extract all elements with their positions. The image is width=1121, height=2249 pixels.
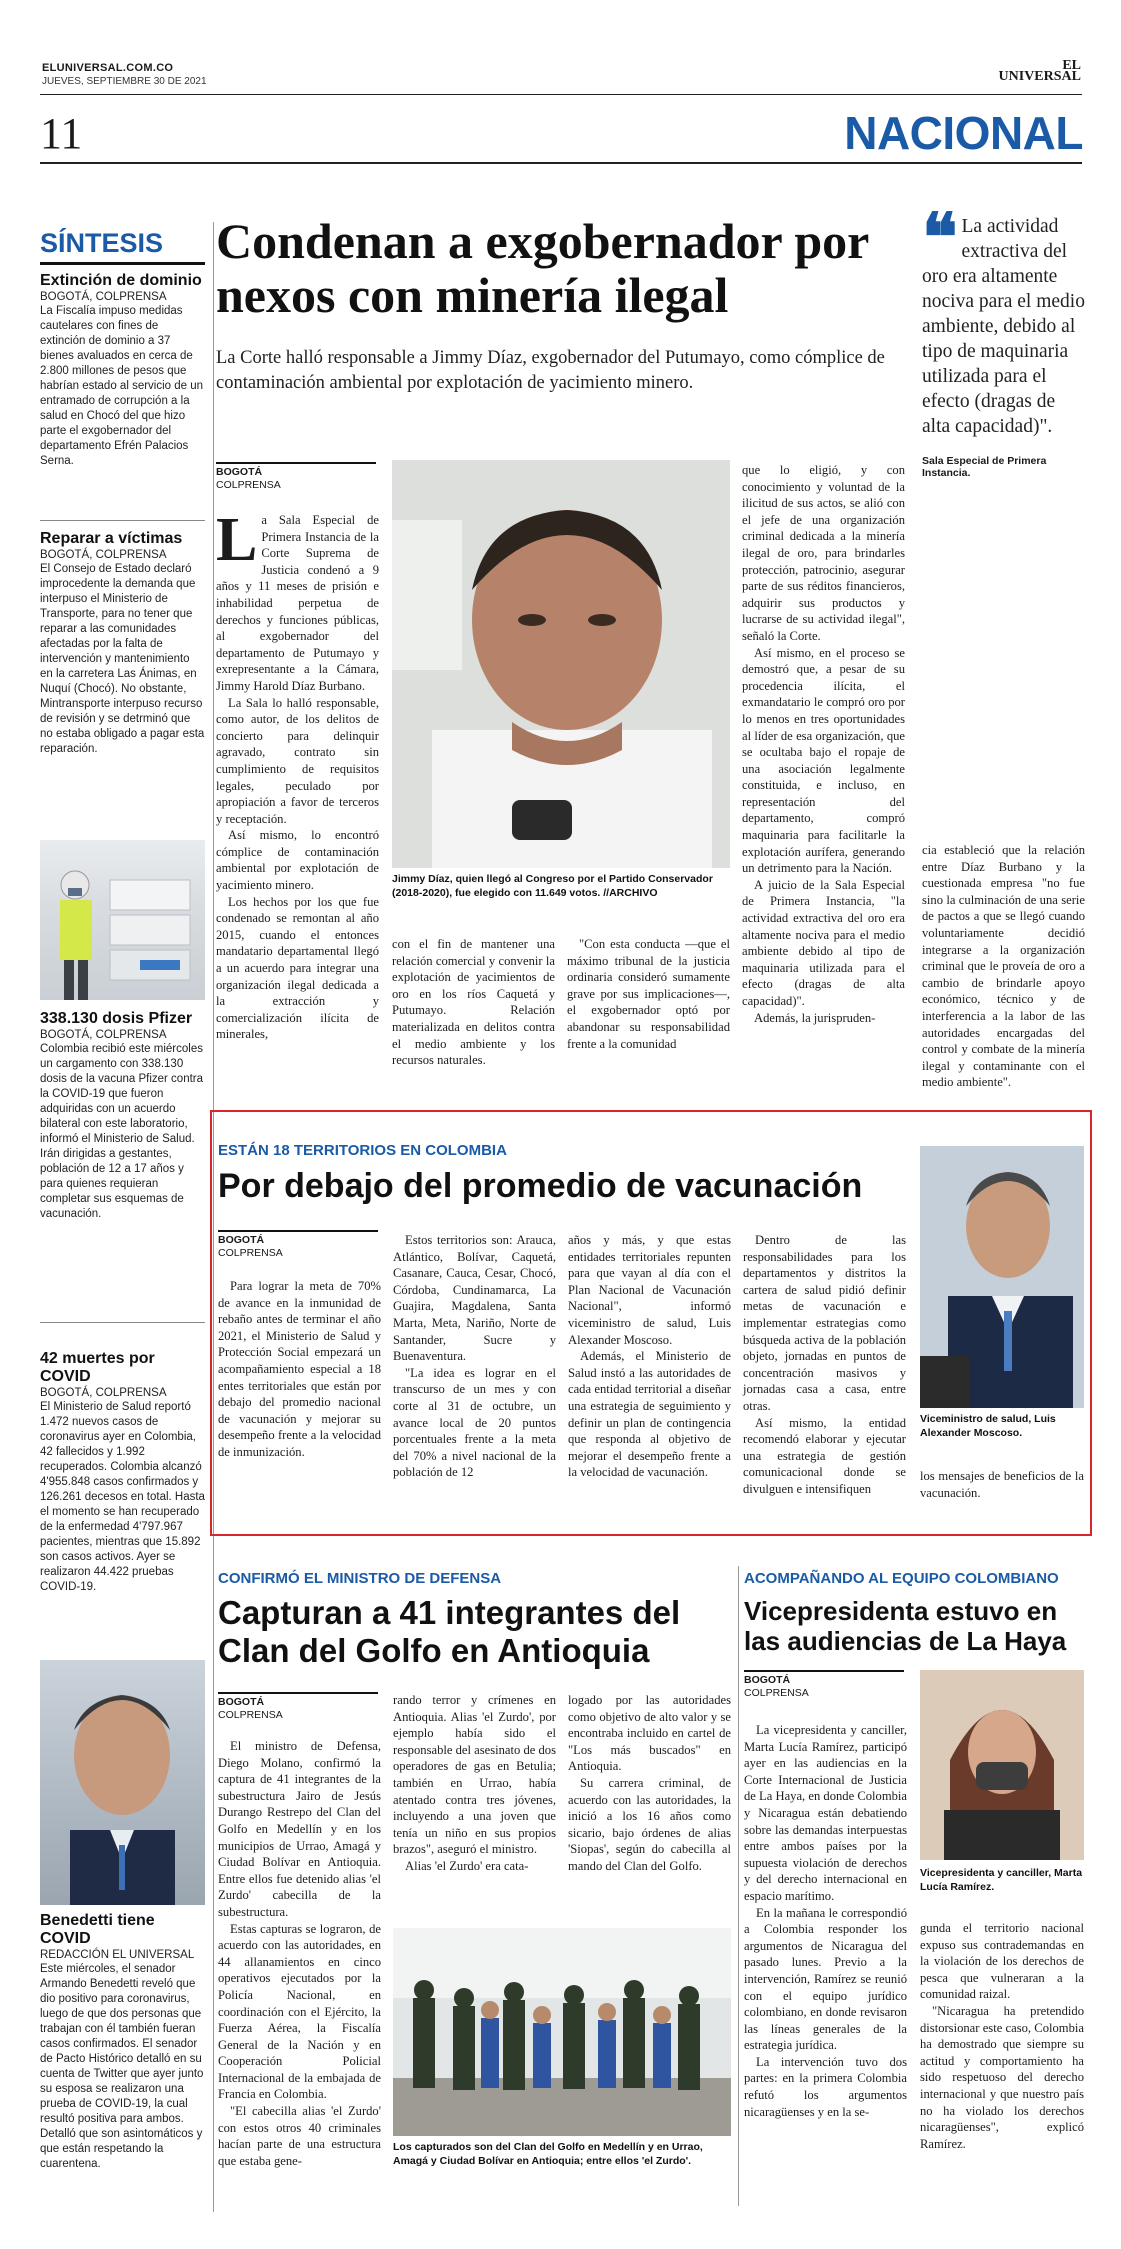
sidebar-title-rule <box>40 262 205 265</box>
issue-date: JUEVES, SEPTIEMBRE 30 DE 2021 <box>42 76 207 87</box>
story3-byline <box>218 1692 378 1722</box>
story2-byline <box>218 1230 378 1260</box>
story1-col4-p3: A juicio de la Sala Especial de Primera Instancia, "la actividad extractiva del oro era altamente nociva para el medio ambiente debido al tipo de maquinaria utilizada para el efecto (dragas de alta capacidad)". <box>742 877 905 1008</box>
pull-quote-text: La actividad extractiva del oro era altamente nociva para el medio ambiente, debido al tipo de maquinaria utilizada para el efecto (dragas de alta capacidad)". <box>922 216 1085 437</box>
story2-col4-p1: Dentro de las responsabilidades para los departamentos y distritos la cartera de salud pidió definir metas de vacunación e implementar estrategias como búsqueda activa de la población objeto, jornadas en puntos de concentración masivos y jornadas casa a casa, entre otras. <box>743 1233 906 1413</box>
story2-photo-caption: Viceministro de salud, Luis Alexander Moscoso. <box>920 1413 1056 1439</box>
story1-deck: La Corte halló responsable a Jimmy Díaz, exgobernador del Putumayo, como cómplice de contaminación ambiental por explotación de yacimiento minero. <box>216 348 885 393</box>
story3-col3-p1: logado por las autoridades como objetivo de alto valor y se encontraba incluido en cartel de "Los más buscados" en Antioquia. <box>568 1693 731 1774</box>
sidebar <box>40 228 205 259</box>
sidebar-item-headline: Extinción de dominio <box>40 272 202 289</box>
byline-agency: COLPRENSA <box>218 1247 283 1259</box>
sidebar-item <box>40 1010 205 1222</box>
story3-col2 <box>393 1692 556 1875</box>
story3-col1-p2: Estas capturas se lograron, de acuerdo con las autoridades, en 44 allanamientos en cinco operativos ejecutados por la Policía Nacional, en coordinación con el Ejército, la Fuerza Aérea, la Fiscalía General de la Nación y en Cooperación Policial Internacional de la embajada de Francia en Colombia. <box>218 1921 381 2102</box>
sidebar-item-byline: REDACCIÓN EL UNIVERSAL <box>40 1949 195 1961</box>
story1-col1 <box>216 506 379 1043</box>
story3-headline: Capturan a 41 integrantes del Clan del Golfo en Antioquia <box>218 1594 681 1669</box>
story1-col1-p3: Así mismo, lo encontró cómplice de contaminación ambiental por explotación de yacimiento minero. <box>216 828 379 893</box>
story3-col2-p1: rando terror y crímenes en Antioquia. Alias 'el Zurdo', por ejemplo había sido el responsable del asesinato de dos operadores de gas en Betulia; también en Urrao, había atentado contra tres jóvenes, incluyendo a una joven que tenía un niño en sus propios brazos", aseguró el ministro. <box>393 1693 556 1857</box>
story3-col3 <box>568 1692 731 1875</box>
dropcap: L <box>216 506 258 574</box>
story2-col4 <box>743 1232 906 1498</box>
sidebar-item-byline: BOGOTÁ, COLPRENSA <box>40 291 167 303</box>
sidebar-item-byline: BOGOTÁ, COLPRENSA <box>40 549 167 561</box>
sidebar-item-text: El Ministerio de Salud reportó 1.472 nuevos casos de coronavirus ayer en Colombia, 42 fallecidos y 1.992 recuperados. Colombia alcanzó 4'955.848 casos confirmados y 126.261 decesos en total. Hasta el momento se han recuperado de la enfermedad 4'797.967 pacientes, mientras que 15.892 son casos activos. Ayer se realizaron 44.422 pruebas COVID-19. <box>40 1401 205 1593</box>
captured-group-illustration <box>393 1928 731 2136</box>
ramirez-portrait <box>920 1670 1084 1860</box>
sidebar-item <box>40 530 205 757</box>
site-url: ELUNIVERSAL.COM.CO <box>42 62 174 74</box>
story1-col1-p4: Los hechos por los que fue condenado se remontan al año 2015, cuando el entonces mandatario departamental llegó a un acuerdo para integrar una organización ilegal dedicada a la extracción y comercialización ilícita de minerales, <box>216 894 379 1042</box>
vaccine-shipment-illustration <box>40 840 205 1000</box>
story2-col5-p1: los mensajes de beneficios de la vacunación. <box>920 1469 1084 1500</box>
story2-col5 <box>920 1468 1084 1501</box>
pull-quote-source: Sala Especial de Primera Instancia. <box>922 455 1047 479</box>
story1-col1-p1: a Sala Especial de Primera Instancia de la Corte Suprema de Justicia condenó a 9 años y 11 meses de prisión e inhabilidad perpetua de derechos y funciones públicas, al exgobernador del departamento de Putumayo y exrepresentante a la Cámara, Jimmy Harold Díaz Burbano. <box>216 513 379 693</box>
benedetti-portrait <box>40 1660 205 1905</box>
story3-col1-p3: "El cabecilla alias 'el Zurdo' con estos otros 40 criminales hacían parte de una estructura que estaba gene- <box>218 2104 381 2168</box>
story3-col1 <box>218 1738 381 2169</box>
section-title: NACIONAL <box>844 107 1083 159</box>
story3-photo-caption: Los capturados son del Clan del Golfo en Medellín y en Urrao, Amagá y Ciudad Bolívar en Antioquia; entre ellos 'el Zurdo'. <box>393 2141 703 2167</box>
quote-mark-icon: ❝ <box>922 202 958 275</box>
story1-col1-p2: La Sala lo halló responsable, como autor, de los delitos de concierto para delinquir agravado, contrato sin cumplimiento de requisitos legales, peculado por apropiación a favor de terceros y receptación. <box>216 695 379 826</box>
section-rule <box>40 162 1082 164</box>
divider <box>40 1322 205 1323</box>
story1-photo-caption: Jimmy Díaz, quien llegó al Congreso por el Partido Conservador (2018-2020), fue elegido con 11.649 votos. //ARCHIVO <box>392 873 713 899</box>
story2-col3-p2: Además, el Ministerio de Salud instó a las autoridades de cada entidad territorial a diseñar una estrategia de seguimiento y definir un plan de contingencia que responda al objetivo de mejorar el desempeño frente a la velocidad de vacunación. <box>568 1349 731 1480</box>
moscoso-photo <box>920 1146 1084 1408</box>
story1-col4 <box>742 462 905 1026</box>
story2-kicker: ESTÁN 18 TERRITORIOS EN COLOMBIA <box>218 1142 507 1159</box>
story1-col3 <box>567 936 730 1052</box>
sidebar-item-headline: 42 muertes por COVID <box>40 1350 155 1385</box>
story1-col2 <box>392 936 555 1069</box>
byline-city: BOGOTÁ <box>218 1234 265 1246</box>
story1-col4-p4: Además, la jurispruden- <box>754 1010 876 1025</box>
sidebar-item-text: Este miércoles, el senador Armando Benedetti reveló que dio positivo para coronavirus, luego de que dos personas que trabajan con él también fueran casos confirmados. El senador de Pacto Histórico detalló en su cuenta de Twitter que ayer junto su esposa se realizaron una prueba de COVID-19, la cual resultó positiva para ambos. Detalló que son asintomáticos y que están respetando la cuarentena. <box>40 1963 204 2170</box>
logo-top: EL <box>1062 58 1081 73</box>
divider <box>40 520 205 521</box>
story1-col5 <box>922 842 1085 1091</box>
story4-col1-p2: En la mañana le correspondió a Colombia responder los argumentos de Nicaragua del pasado lunes. Previo a la intervención, Ramírez se reunió con el equipo jurídico colombiano, en donde revisaron las líneas generales de la estrategia jurídica. <box>744 1905 907 2053</box>
vaccine-shipment-photo <box>40 840 205 1000</box>
byline-city: BOGOTÁ <box>218 1696 265 1708</box>
story4-kicker: ACOMPAÑANDO AL EQUIPO COLOMBIANO <box>744 1570 1059 1587</box>
story2-headline: Por debajo del promedio de vacunación <box>218 1167 863 1205</box>
sidebar-item <box>40 272 205 469</box>
story2-col2 <box>393 1232 556 1481</box>
story4-byline <box>744 1670 904 1700</box>
story2-col1-p1: Para lograr la meta de 70% de avance en la inmunidad de rebaño antes de terminar el año 2021, el Ministerio de Salud y Protección Social empezará un acompañamiento especial a 18 entes territoriales que están por debajo del promedio nacional de vacunación y mejorar su desempeño frente a la velocidad de inmunización. <box>218 1279 381 1459</box>
page-number: 11 <box>40 109 83 158</box>
pull-quote <box>922 202 1087 479</box>
story3-col1-p1: El ministro de Defensa, Diego Molano, confirmó la captura de 41 integrantes de la subestructura Jairo de Jesús Durango Restrepo del Clan del Golfo en Medellín y en los municipios de Urrao, Amagá y Ciudad Bolívar en Antioquia. Entre ellos fue detenido alias 'el Zurdo' cabecilla de la subestructura. <box>218 1739 381 1919</box>
story1-byline <box>216 462 376 492</box>
story3-col2-p2: Alias 'el Zurdo' era cata- <box>405 1858 529 1873</box>
benedetti-photo <box>40 1660 205 1905</box>
story2-col2-p1: Estos territorios son: Arauca, Atlántico, Bolívar, Caquetá, Casanare, Cauca, Cesar, Chocó, Córdoba, Cundinamarca, La Guajira, Magdalena, Santa Marta, Meta, Nariño, Norte de Santander, Sucre y Buenaventura. <box>393 1233 556 1364</box>
byline-city: BOGOTÁ <box>216 466 263 478</box>
story2-col4-p2: Así mismo, la entidad recomendó elaborar y ejecutar una estrategia de gestión comunicacional donde se divulguen e intensifiquen <box>743 1415 906 1496</box>
sidebar-item-text: El Consejo de Estado declaró improcedente la demanda que interpuso el Ministerio de Transporte, para no tener que reparar a las comunidades afectadas por la falta de intervención y mantenimiento en la carretera Las Ánimas, en Nuquí (Chocó). No obstante, Mintransporte interpuso recurso de revisión y se detrminó que no estaba obligado a pagar esta reparación. <box>40 563 205 755</box>
clan-del-golfo-photo <box>393 1928 731 2136</box>
story2-col2-p2: "La idea es lograr en el transcurso de un mes y con corte al 31 de octubre, un avance local de 20 puntos porcentuales frente a la meta del 70% a nivel nacional de la población de 12 <box>393 1365 556 1480</box>
story4-photo-caption: Vicepresidenta y canciller, Marta Lucía Ramírez. <box>920 1867 1083 1893</box>
story4-col2-p1: gunda el territorio nacional expuso sus contrademandas en la violación de los derechos de pesca que vulneraran a la comunidad raizal. <box>920 1921 1084 2002</box>
story2-col3 <box>568 1232 731 1481</box>
byline-agency: COLPRENSA <box>216 479 281 491</box>
story4-col2-p2: "Nicaragua ha pretendido distorsionar este caso, Colombia ha demostrado que siempre su actitud y comportamiento ha sido respetuoso del derecho internacional y que nuestro país no ha violado los derechos nicaragüenses", explicó Ramírez. <box>920 2003 1084 2151</box>
marta-lucia-ramirez-photo <box>920 1670 1084 1860</box>
story1-col4-p1: que lo eligió, y con conocimiento y voluntad de la ilicitud de sus actos, se alió con el jefe de una organización criminal dedicada a la minería ilegal de oro, para brindarles protección, patrocinio, asegurar parte de sus réditos financieros, adquirir sus productos y lucrarse de su actividad ilegal", señaló la Corte. <box>742 463 905 643</box>
sidebar-item-headline: Benedetti tiene COVID <box>40 1912 155 1947</box>
story4-col1-p1: La vicepresidenta y canciller, Marta Lucía Ramírez, participó ayer en las audiencias en la Corte Internacional de Justicia de La Haya, en donde Colombia y Nicaragua están debatiendo sobre las demandas interpuestas entre ambos países por la supuesta violación de derechos y del derecho internacional en espacio marítimo. <box>744 1723 907 1903</box>
story1-col5-p1: cia estableció que la relación entre Díaz Burbano y la cuestionada empresa "no fue sino la culminación de una serie de pactos a que se llegó cuando voluntariamente decidió integrarse a la organización criminal que le proveía de oro a cambio de brindarle apoyo económico, técnico y de interferencia a la labor de las autoridades encargadas del control y combate de la minería ilegal y contaminante con el medio ambiente". <box>922 843 1085 1090</box>
sidebar-item-byline: BOGOTÁ, COLPRENSA <box>40 1387 167 1399</box>
story4-col1-p3: La intervención tuvo dos partes: en la primera Colombia refutó los argumentos nicaragüenses y en la se- <box>744 2054 907 2119</box>
story1-col4-p2: Así mismo, en el proceso se demostró que, a pesar de su procedencia ilícita, el exmandatario le compró oro por lo menos en tres oportunidades al líder de esa organización, que se ocultaba bajo el ropaje de una asociación legalmente constituida, e incluso, en representación del departamento, compró maquinaria para facilitarle la explotación aurífera, generando un detrimento para la Nación. <box>742 645 905 876</box>
byline-agency: COLPRENSA <box>218 1709 283 1721</box>
story4-headline: Vicepresidenta estuvo en las audiencias de La Haya <box>744 1596 1067 1656</box>
column-separator <box>738 1566 739 2206</box>
jimmy-diaz-photo <box>392 460 730 868</box>
story1-col2-p1: con el fin de mantener una relación comercial y convenir la explotación de yacimientos de oro en los ríos Caquetá y Putumayo. Relación materializada en delitos contra el medio ambiente y los recursos naturales. <box>392 937 555 1068</box>
sidebar-item-text: Colombia recibió este miércoles un cargamento con 338.130 dosis de la vacuna Pfizer contra la COVID-19 que fueron adquiridas con un acuerdo bilateral con este laboratorio, informó el Ministerio de Salud. Irán dirigidas a gestantes, población de 12 a 17 años y para quienes requieran completar sus esquemas de vacunación. <box>40 1043 204 1220</box>
jimmy-diaz-portrait <box>392 460 730 868</box>
byline-city: BOGOTÁ <box>744 1674 791 1686</box>
sidebar-item-headline: 338.130 dosis Pfizer <box>40 1010 193 1027</box>
story1-col3-p1: "Con esta conducta —que el máximo tribunal de la justicia ordinaria consideró sumamente grave por sus implicaciones—, el exgobernador optó por abandonar su responsabilidad frente a la comunidad <box>567 937 730 1051</box>
story4-col1 <box>744 1722 907 2120</box>
byline-agency: COLPRENSA <box>744 1687 809 1699</box>
logo-bottom: UNIVERSAL <box>998 69 1081 84</box>
sidebar-item <box>40 1350 205 1595</box>
story3-col3-p2: Su carrera criminal, de acuerdo con las autoridades, la inició a los 16 años como sicario, bajo órdenes de alias 'Siopas', según do cabecilla al mando del Clan del Golfo. <box>568 1775 731 1873</box>
story2-col3-p1: años y más, y que estas entidades territoriales repunten para que vayan al día con el Plan Nacional de Vacunación Nacional", informó viceministro de salud, Luis Alexander Moscoso. <box>568 1233 731 1347</box>
story1-headline: Condenan a exgobernador por nexos con minería ilegal <box>216 213 869 323</box>
moscoso-portrait <box>920 1146 1084 1408</box>
sidebar-item <box>40 1912 205 2172</box>
story3-kicker: CONFIRMÓ EL MINISTRO DE DEFENSA <box>218 1570 502 1587</box>
sidebar-item-byline: BOGOTÁ, COLPRENSA <box>40 1029 167 1041</box>
newspaper-logo <box>999 60 1081 82</box>
story2-col1 <box>218 1278 381 1461</box>
sidebar-title: SÍNTESIS <box>40 228 164 258</box>
sidebar-item-text: La Fiscalía impuso medidas cautelares con fines de extinción de dominio a 37 bienes avaluados en cerca de 2.800 millones de pesos que habrían estado al servicio de un entramado de corrupción a la salud en Chocó del que hizo parte el exgobernador del departamento Efrén Palacios Serna. <box>40 305 204 467</box>
sidebar-item-headline: Reparar a víctimas <box>40 530 183 547</box>
header-rule <box>40 94 1082 95</box>
story4-col2 <box>920 1920 1084 2152</box>
